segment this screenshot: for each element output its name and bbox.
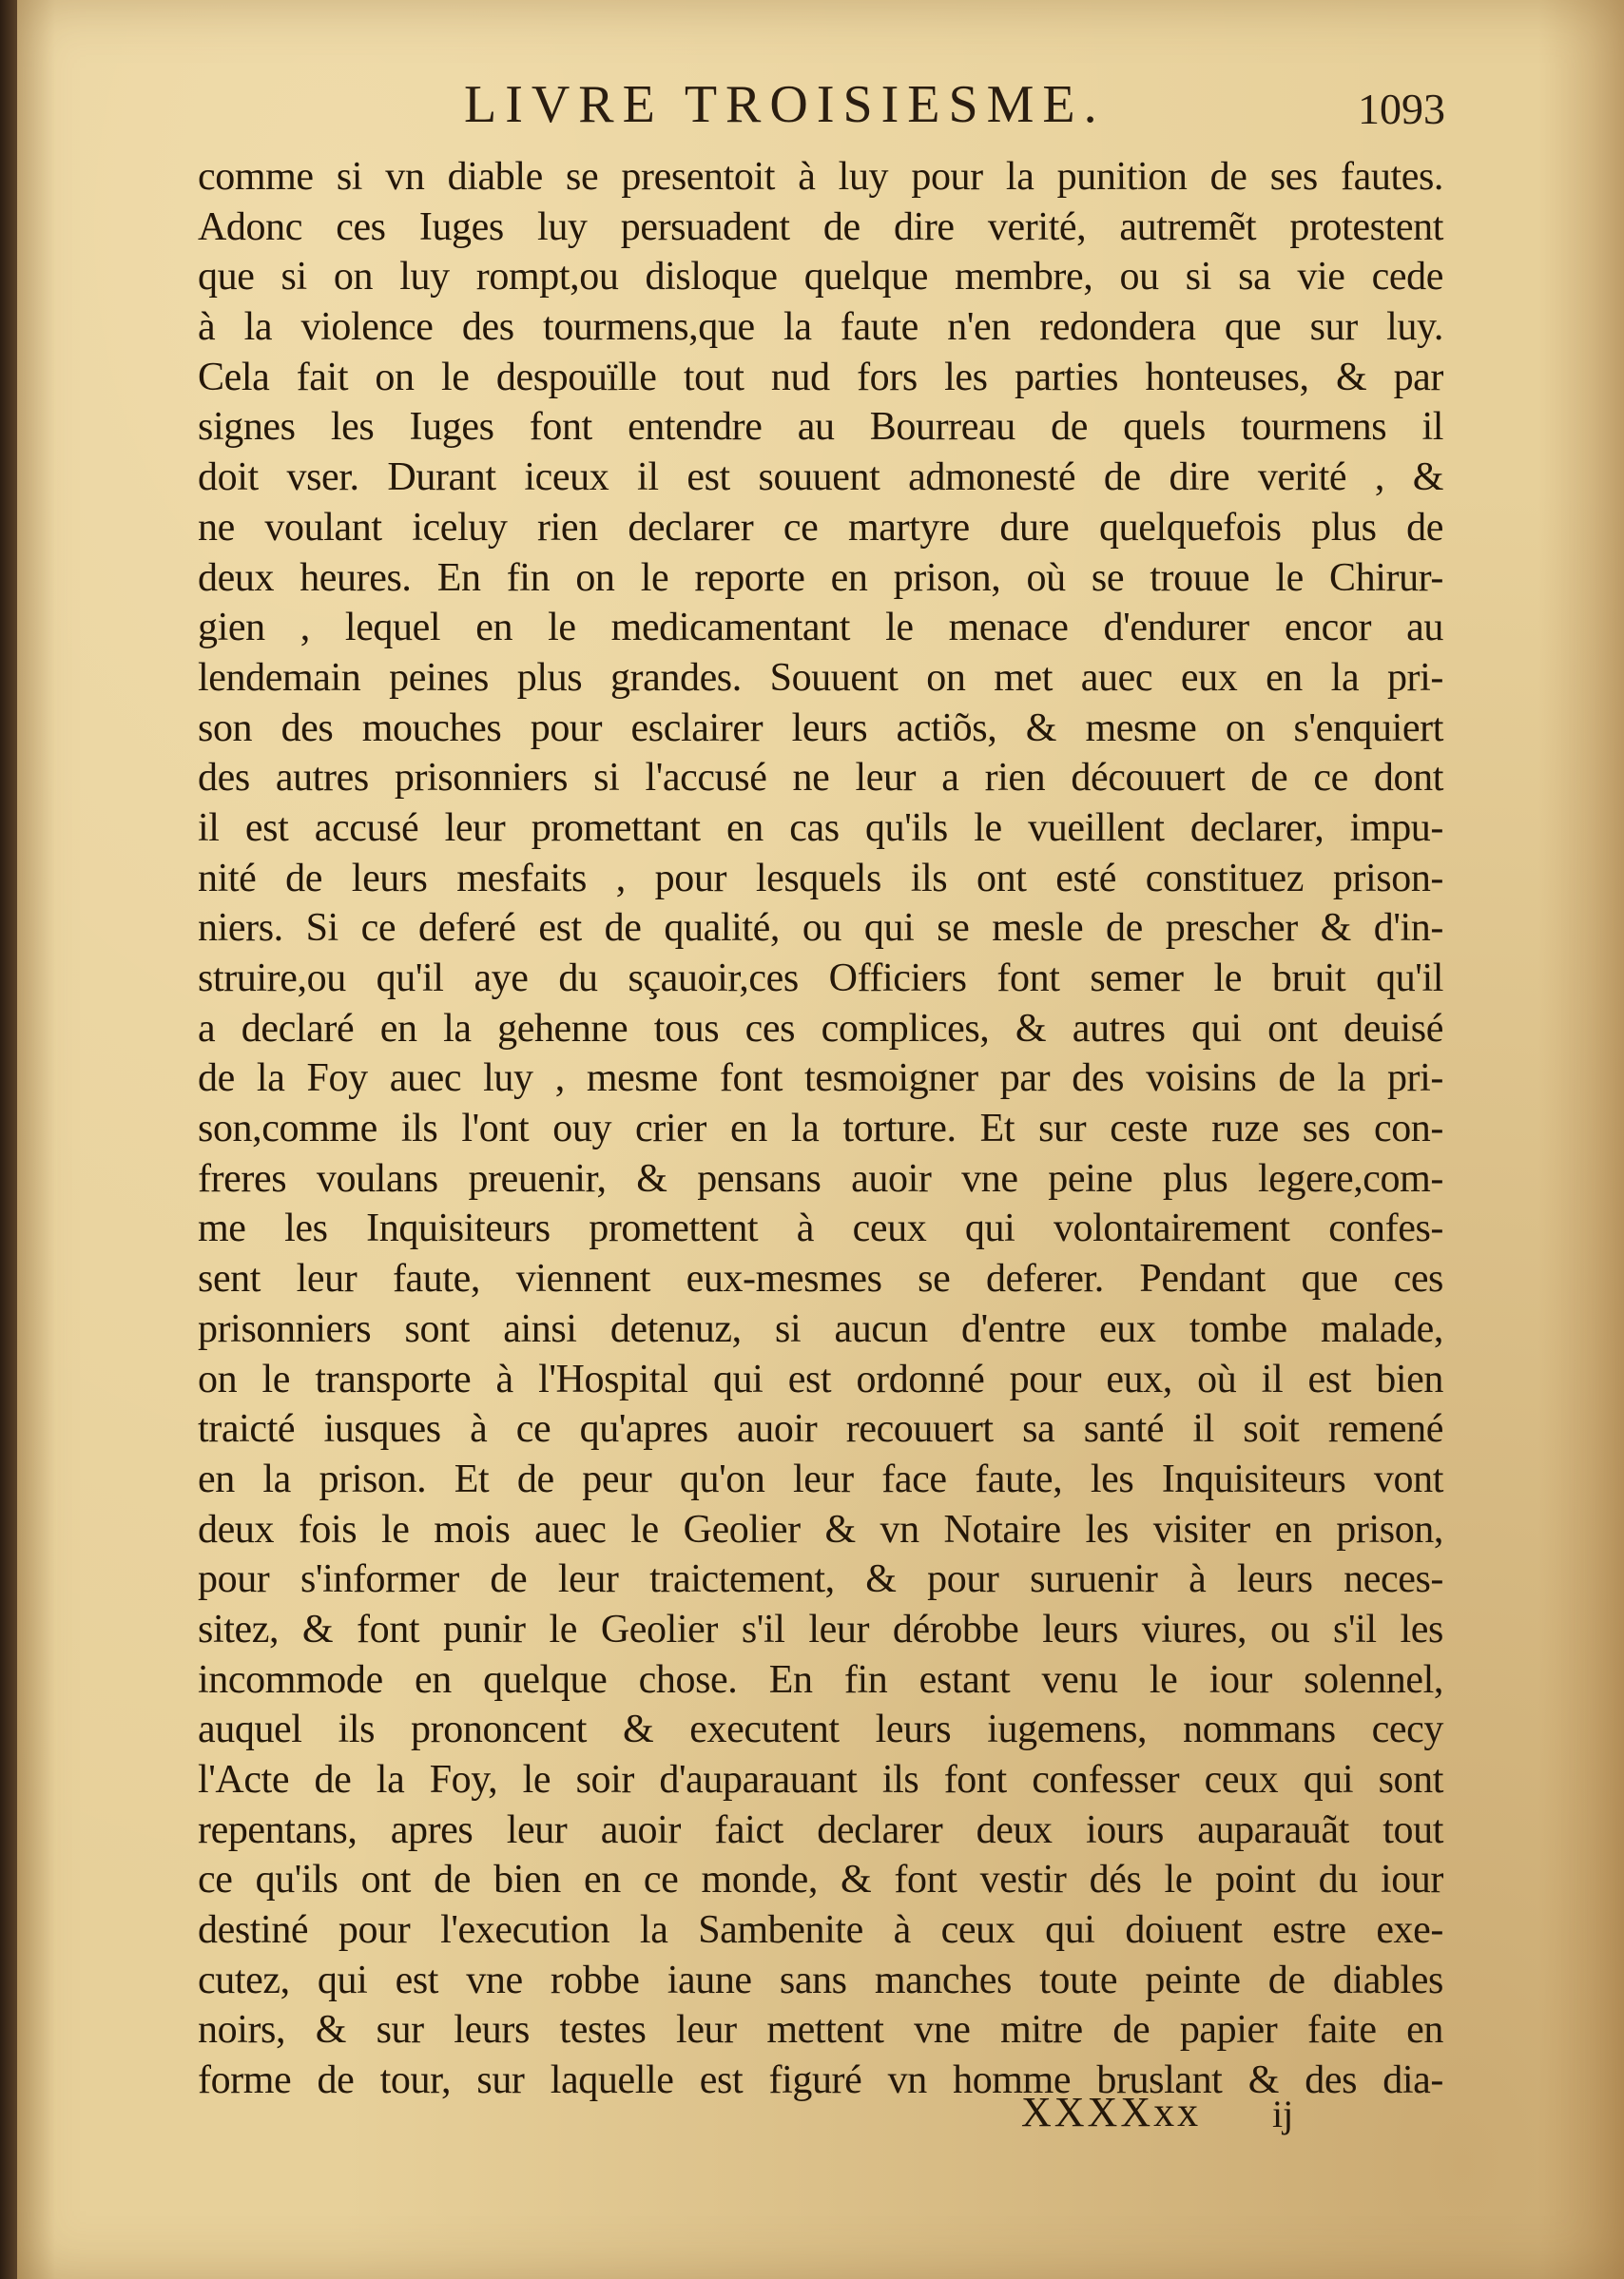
text-line: auquel ils prononcent & executent leurs iugemens, nommans cecy (198, 1708, 1443, 1752)
text-line: gien , lequel en le medicamentant le menace d'endurer encor au (198, 606, 1443, 650)
text-line: noirs, & sur leurs testes leur mettent vne mitre de papier faite en (198, 2008, 1443, 2053)
text-line: son des mouches pour esclairer leurs actiõs, & mesme on s'enquiert (198, 705, 1443, 750)
text-line: deux heures. En fin on le reporte en prison, où se trouue le Chirur- (198, 555, 1443, 600)
page-number: 1093 (1358, 85, 1445, 133)
text-line: prisonniers sont ainsi detenuz, si aucun d'entre eux tombe malade, (198, 1306, 1443, 1351)
text-line: l'Acte de la Foy, le soir d'auparauant ils font confesser ceux qui sont (198, 1758, 1443, 1802)
book-page (17, 0, 1624, 2279)
leaf-number: ij (1272, 2093, 1294, 2135)
text-line: sitez, & font punir le Geolier s'il leur dérobbe leurs viures, ou s'il les (198, 1607, 1443, 1651)
text-line: Cela fait on le despouïlle tout nud fors les parties honteuses, & par (198, 355, 1443, 399)
text-line: que si on luy rompt,ou disloque quelque membre, ou si sa vie cede (198, 255, 1443, 299)
text-line: traicté iusques à ce qu'apres auoir recouuert sa santé il soit remené (198, 1407, 1443, 1452)
text-line: pour s'informer de leur traictement, & pour suruenir à leurs neces- (198, 1557, 1443, 1602)
signature-mark: XXXXxx (1021, 2089, 1202, 2135)
text-line: des autres prisonniers si l'accusé ne leur a rien découuert de ce dont (198, 756, 1443, 801)
text-line: freres voulans preuenir, & pensans auoir vne peine plus legere,com- (198, 1156, 1443, 1201)
text-line: a declaré en la gehenne tous ces complices, & autres qui ont deuisé (198, 1006, 1443, 1051)
text-line: deux fois le mois auec le Geolier & vn Notaire les visiter en prison, (198, 1507, 1443, 1552)
text-line: doit vser. Durant iceux il est souuent admonesté de dire verité , & (198, 455, 1443, 500)
text-line: en la prison. Et de peur qu'on leur face faute, les Inquisiteurs vont (198, 1457, 1443, 1501)
text-line: son,comme ils l'ont ouy crier en la torture. Et sur ceste ruze ses con- (198, 1107, 1443, 1151)
running-head (464, 74, 1415, 141)
text-line: Adonc ces Iuges luy persuadent de dire verité, autremẽt protestent (198, 204, 1443, 249)
text-line: incommode en quelque chose. En fin estant venu le iour solennel, (198, 1657, 1443, 1702)
text-line: repentans, apres leur auoir faict declarer deux iours auparauãt tout (198, 1807, 1443, 1852)
body-text (198, 152, 1443, 2106)
text-line: nité de leurs mesfaits , pour lesquels ils ont esté constituez prison- (198, 856, 1443, 900)
text-line: signes les Iuges font entendre au Bourreau de quels tourmens il (198, 405, 1443, 450)
text-line: cutez, qui est vne robbe iaune sans manches toute peinte de diables (198, 1958, 1443, 2002)
text-line: forme de tour, sur laquelle est figuré vn homme bruslant & des dia- (198, 2058, 1443, 2103)
text-line: à la violence des tourmens,que la faute n'en redondera que sur luy. (198, 305, 1443, 350)
running-title: LIVRE TROISIESME. (464, 75, 1106, 134)
text-line: de la Foy auec luy , mesme font tesmoigner par des voisins de la pri- (198, 1056, 1443, 1101)
text-line: il est accusé leur promettant en cas qu'ils le vueillent declarer, impu- (198, 805, 1443, 850)
text-line: on le transporte à l'Hospital qui est ordonné pour eux, où il est bien (198, 1357, 1443, 1401)
text-line: ne voulant iceluy rien declarer ce martyre dure quelquefois plus de (198, 505, 1443, 550)
text-line: me les Inquisiteurs promettent à ceux qui volontairement confes- (198, 1207, 1443, 1251)
text-line: lendemain peines plus grandes. Souuent on met auec eux en la pri- (198, 655, 1443, 700)
text-line: sent leur faute, viennent eux-mesmes se deferer. Pendant que ces (198, 1257, 1443, 1302)
text-line: ce qu'ils ont de bien en ce monde, & font vestir dés le point du iour (198, 1858, 1443, 1902)
text-line: niers. Si ce deferé est de qualité, ou qui se mesle de prescher & d'in- (198, 906, 1443, 951)
text-line: comme si vn diable se presentoit à luy pour la punition de ses fautes. (198, 155, 1443, 199)
text-line: destiné pour l'execution la Sambenite à ceux qui doiuent estre exe- (198, 1908, 1443, 1953)
text-line: struire,ou qu'il aye du sçauoir,ces Officiers font semer le bruit qu'il (198, 956, 1443, 1000)
book-gutter-edge (0, 0, 17, 2279)
